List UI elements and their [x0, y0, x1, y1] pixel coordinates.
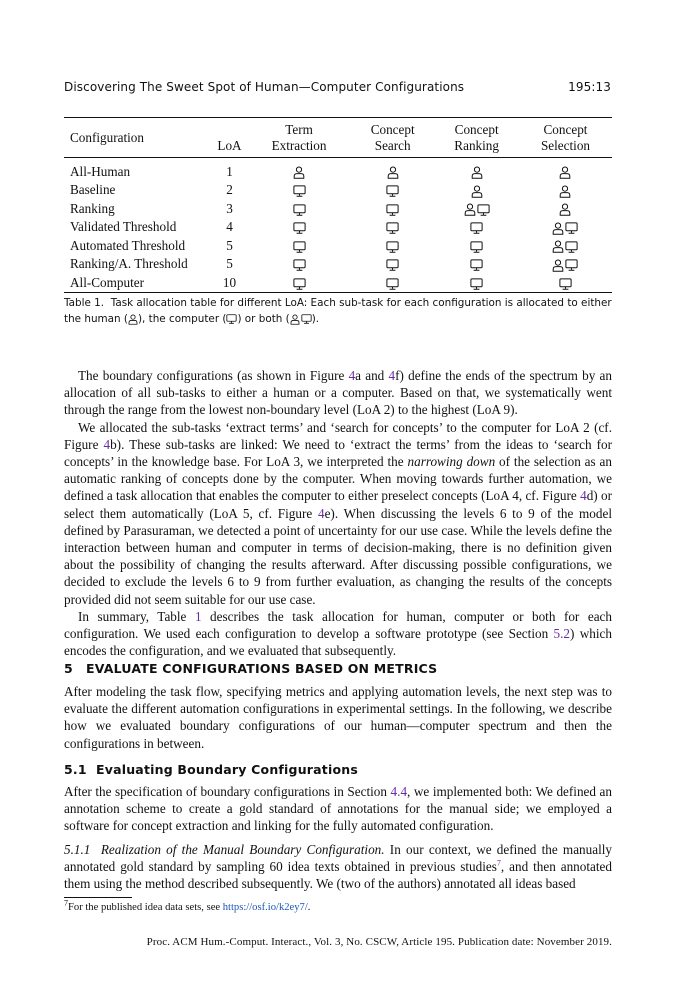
allocation-cell — [519, 199, 612, 218]
person-computer-icon — [464, 203, 490, 216]
person-icon — [471, 185, 483, 198]
person-computer-icon — [290, 314, 312, 325]
row-loa: 2 — [226, 182, 233, 198]
monitor-icon — [293, 185, 306, 197]
allocation-cell — [351, 236, 434, 255]
allocation-cell — [247, 181, 351, 200]
table-row — [64, 199, 612, 218]
allocation-cell — [434, 181, 519, 200]
table-row — [64, 158, 612, 181]
figure-link[interactable]: 4 — [317, 505, 325, 521]
table-header-row — [64, 118, 612, 158]
table-row — [64, 255, 612, 274]
person-icon — [559, 166, 571, 179]
monitor-icon — [386, 278, 399, 290]
table-row — [64, 181, 612, 200]
monitor-icon — [386, 204, 399, 216]
figure-link[interactable]: 4 — [348, 368, 356, 383]
monitor-icon — [293, 278, 306, 290]
allocation-cell — [351, 273, 434, 292]
row-loa: 1 — [226, 163, 233, 179]
allocation-cell — [351, 181, 434, 200]
section511-body — [64, 841, 612, 893]
monitor-icon — [386, 259, 399, 271]
running-header — [64, 80, 611, 100]
allocation-cell — [434, 218, 519, 237]
row-loa: 10 — [222, 274, 237, 290]
allocation-cell — [247, 273, 351, 292]
section51-body — [64, 783, 612, 835]
monitor-icon — [226, 314, 237, 324]
row-loa: 4 — [226, 219, 233, 235]
monitor-icon — [470, 241, 483, 253]
monitor-icon — [470, 222, 483, 234]
row-configuration: Validated Threshold — [70, 219, 177, 235]
allocation-cell — [434, 273, 519, 292]
row-loa: 5 — [226, 256, 233, 272]
figure-link[interactable]: 4 — [103, 436, 111, 452]
person-icon — [128, 314, 138, 325]
allocation-cell — [247, 158, 351, 181]
footnote-url-link[interactable]: https://osf.io/k2ey7/ — [222, 902, 308, 913]
monitor-icon — [293, 204, 306, 216]
task-allocation-table — [64, 117, 612, 293]
table-caption: Table 1. Task allocation table for different LoA: Each sub-task for each configuration is allocated to either the human ( ), the computer ( ) or both ( ). — [64, 297, 612, 325]
row-configuration: Automated Threshold — [70, 237, 186, 253]
table-link[interactable]: 1 — [194, 608, 202, 624]
section-heading-5-1: 5.1 Evaluating Boundary Configurations — [64, 762, 358, 777]
row-configuration: Ranking — [70, 200, 115, 216]
person-icon — [559, 185, 571, 198]
monitor-icon — [559, 278, 572, 290]
monitor-icon — [293, 259, 306, 271]
person-computer-icon — [552, 259, 578, 272]
monitor-icon — [293, 222, 306, 234]
footnote-marker[interactable]: 7 — [496, 858, 501, 868]
footnote-rule — [64, 897, 132, 898]
row-configuration: Ranking/A. Threshold — [70, 256, 188, 272]
allocation-cell — [519, 273, 612, 292]
row-configuration: Baseline — [70, 182, 116, 198]
allocation-cell — [247, 236, 351, 255]
allocation-cell — [519, 255, 612, 274]
allocation-cell — [351, 255, 434, 274]
person-icon — [559, 203, 571, 216]
allocation-cell — [434, 236, 519, 255]
monitor-icon — [293, 241, 306, 253]
person-computer-icon — [552, 222, 578, 235]
paragraph: After the specification of boundary configurations in Section 4.4, we implemented both: We defined an annotation scheme to create a gold standard of annotations for the manual side; we employed a software for concept extraction and linking for the fully automated configuration. — [64, 784, 612, 834]
row-configuration: All-Human — [70, 163, 131, 179]
col-concept-selection: Concept Selection — [540, 121, 591, 153]
allocation-cell — [351, 199, 434, 218]
paragraph: We allocated the sub-tasks ‘extract terms’ and ‘search for concepts’ to the computer for LoA 2 (cf. Figure 4b). These sub-tasks are linked: We need to ‘extract the terms’ from the ideas to ‘search for concepts’ in the knowledge base. For LoA 3, we interpreted the narrowing down of the selection as an automatic ranking of concepts done by the computer. When moving towards further automation, we defined a task allocation that enables the computer to either preselect concepts (LoA 4, cf. Figure 4d) or select them automatically (LoA 5, cf. Figure 4e). When discussing the levels 6 to 9 of the model defined by Parasuraman, we detected a point of uncertainty for our use case. While the levels define the interaction between human and computer in terms of decision-making, there is no definition given about the possibility of changing the results afterward. After discussing possible configurations, we decided to exclude the levels 6 to 9 from further evaluation, as changing the results of the concepts provided did not seem suitable for our use case. — [64, 419, 613, 607]
allocation-cell — [351, 218, 434, 237]
monitor-icon — [470, 259, 483, 271]
section-link[interactable]: 4.4 — [390, 784, 408, 799]
col-concept-ranking: Concept Ranking — [454, 121, 499, 153]
col-loa: LoA — [217, 138, 242, 153]
allocation-cell — [519, 236, 612, 255]
monitor-icon — [470, 278, 483, 290]
allocation-cell — [434, 199, 519, 218]
table-row — [64, 218, 612, 237]
table-row — [64, 273, 612, 292]
section5-body — [64, 683, 612, 752]
allocation-cell — [519, 181, 612, 200]
col-configuration: Configuration — [70, 129, 144, 145]
section-heading-5: 5 EVALUATE CONFIGURATIONS BASED ON METRICS — [64, 661, 438, 676]
figure-link[interactable]: 4 — [388, 368, 396, 383]
monitor-icon — [386, 241, 399, 253]
page-footer: Proc. ACM Hum.-Comput. Interact., Vol. 3, No. CSCW, Article 195. Publication date: November 2019. — [146, 936, 612, 948]
body-text-block-1 — [64, 367, 612, 659]
col-term-extraction: Term Extraction — [271, 121, 327, 153]
allocation-cell — [434, 158, 519, 181]
row-loa: 3 — [226, 200, 233, 216]
paragraph: After modeling the task flow, specifying metrics and applying automation levels, the next step was to evaluate the different automation configurations in experimental settings. In the following, we describe how we evaluated boundary configurations of our human—computer spectrum and then the configurations in between. — [64, 684, 612, 751]
footnote: $^7$For the published idea data sets, see https://osf.io/k2ey7/. — [64, 898, 311, 913]
figure-link[interactable]: 4 — [580, 488, 587, 504]
monitor-icon — [386, 222, 399, 234]
allocation-cell — [519, 218, 612, 237]
person-icon — [471, 166, 483, 179]
person-icon — [387, 166, 399, 179]
row-loa: 5 — [226, 237, 233, 253]
paragraph: The boundary configurations (as shown in Figure 4a and 4f) define the ends of the spectrum by an allocation of all sub-tasks to either a human or a computer. Based on that, we systematically went through the range from the lowest non-boundary level (LoA 2) to the highest (LoA 9). — [64, 368, 612, 418]
allocation-cell — [247, 218, 351, 237]
allocation-cell — [351, 158, 434, 181]
page-number: 195:13 — [568, 80, 611, 94]
col-concept-search: Concept Search — [370, 121, 415, 153]
paragraph: 5.1.1 Realization of the Manual Boundary Configuration. In our context, we defined the manually annotated gold standard by sampling 60 idea texts obtained in previous studies$^7$, and then annotated them using the method described subsequently. We (two of the authors) annotated all ideas based — [64, 842, 613, 892]
allocation-cell — [247, 255, 351, 274]
table-row — [64, 236, 612, 255]
person-icon — [293, 166, 305, 179]
allocation-cell — [519, 158, 612, 181]
running-title: Discovering The Sweet Spot of Human—Computer Configurations — [64, 80, 465, 94]
section-link[interactable]: 5.2 — [553, 626, 571, 642]
paragraph: In summary, Table 1 describes the task allocation for human, computer or both for each configuration. We used each configuration to develop a software prototype (see Section 5.2) which encodes the configuration, and we evaluated that subsequently. — [64, 608, 612, 659]
monitor-icon — [386, 185, 399, 197]
person-computer-icon — [552, 240, 578, 253]
allocation-cell — [434, 255, 519, 274]
row-configuration: All-Computer — [70, 274, 144, 290]
allocation-cell — [247, 199, 351, 218]
